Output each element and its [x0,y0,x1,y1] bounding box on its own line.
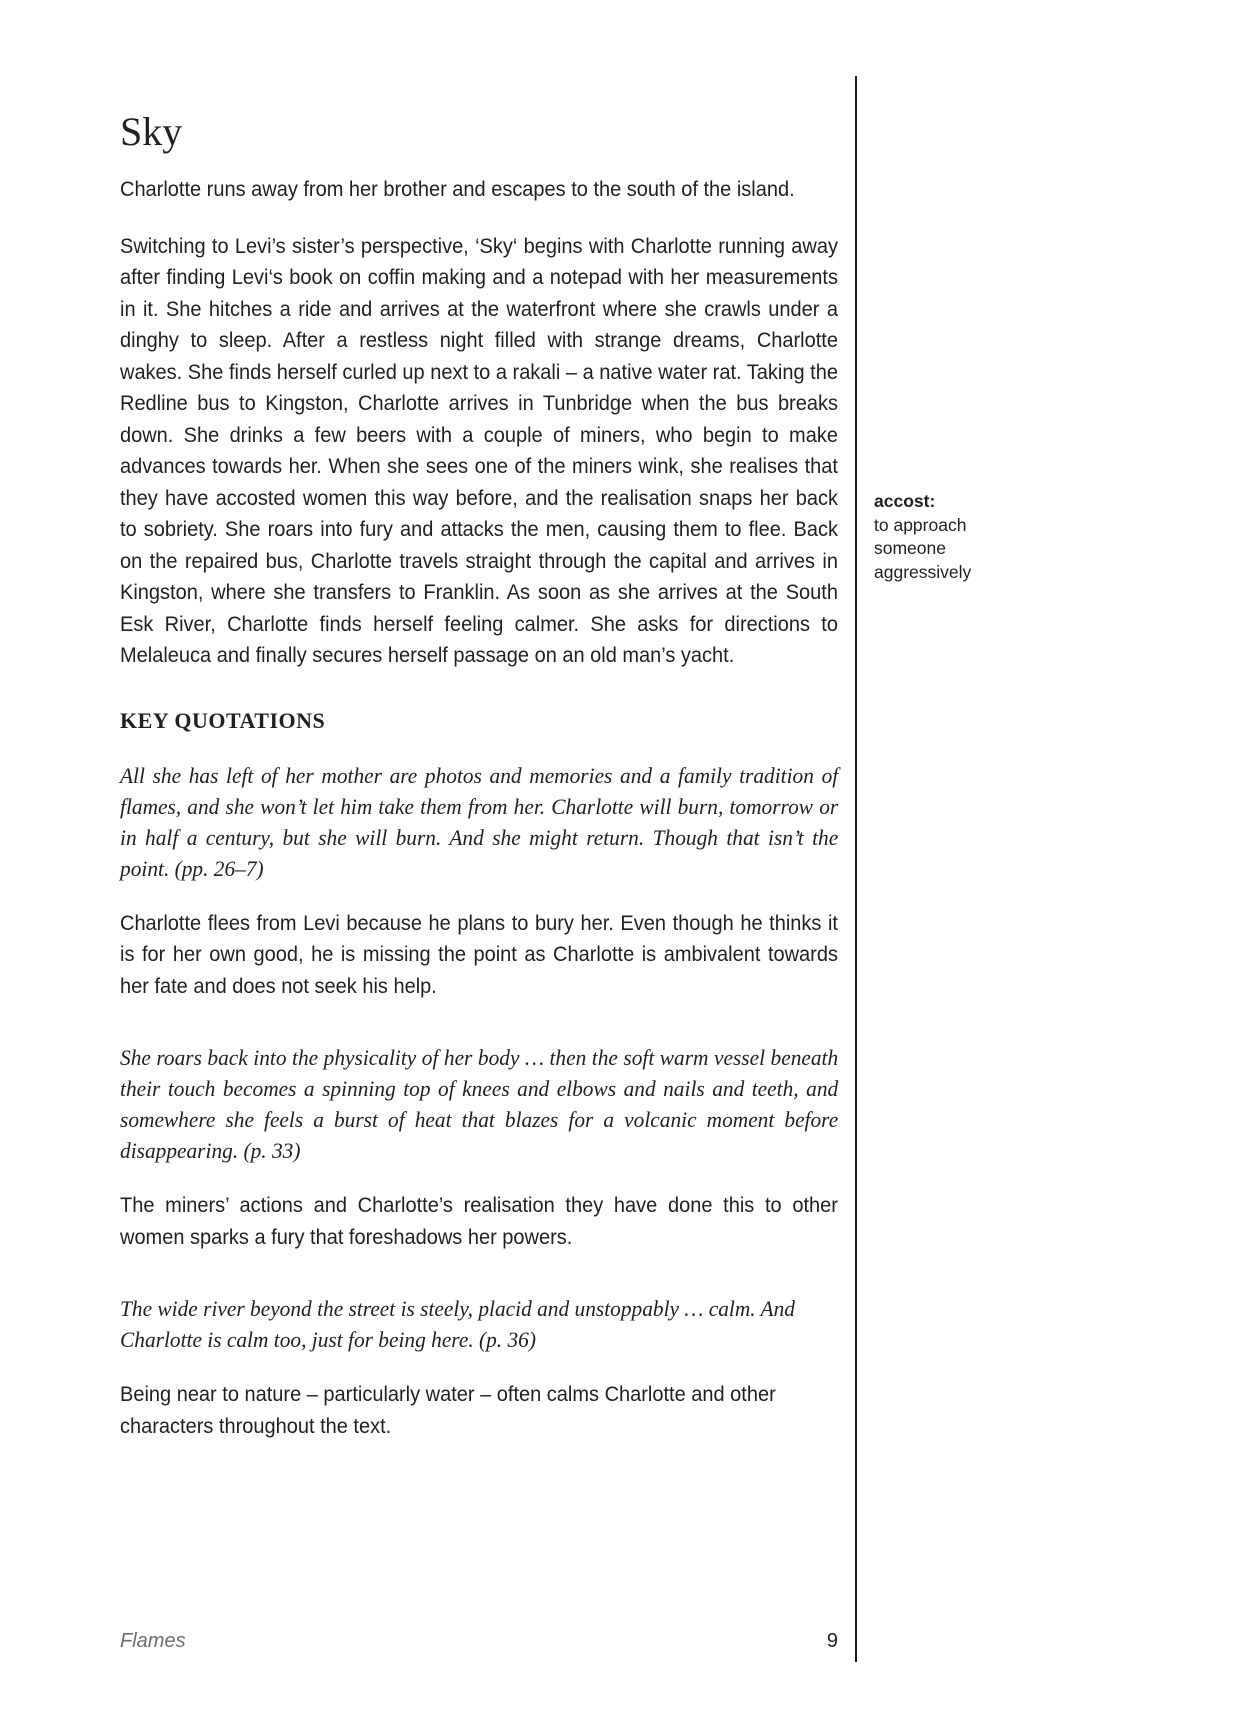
chapter-summary-paragraph: Charlotte runs away from her brother and escapes to the south of the island. [120,177,795,201]
glossary-term: accost: [874,491,936,511]
margin-divider-rule [855,76,857,1662]
footer-book-title: Flames [120,1630,186,1652]
margin-note-column [874,490,1034,584]
quotation-text-3: The wide river beyond the street is steely, placid and unstoppably … calm. And Charlotte is calm too, just for being here. (p. 36) [120,1296,796,1352]
quotation-text-1: All she has left of her mother are photos and memories and a family tradition of flames, and she won’t let him take them from her. Charlotte will burn, tomorrow or in half a century, but she will burn. And she might return. Though that isn’t the point. (pp. 26–7) [120,762,839,881]
main-text-column [120,109,839,1467]
footer-page-number: 9 [826,1630,838,1652]
quotation-commentary-3: Being near to nature – particularly water – often calms Charlotte and other characters throughout the text. [120,1382,776,1438]
glossary-note [874,490,1034,584]
key-quotations-heading: KEY QUOTATIONS [120,707,326,733]
chapter-synopsis-paragraph: Switching to Levi’s sister’s perspective, ‘Sky‘ begins with Charlotte running away after finding Levi‘s book on coffin making and a notepad with her measurements in it. She hitches a ride and arrives at the waterfront where she crawls under a dinghy to sleep. After a restless night filled with strange dreams, Charlotte wakes. She finds herself curled up next to a rakali – a native water rat. Taking the Redline bus to Kingston, Charlotte arrives in Tunbridge when the bus breaks down. She drinks a few beers with a couple of miners, who begin to make advances towards her. When she sees one of the miners wink, she realises that they have accosted women this way before, and the realisation snaps her back to sobriety. She roars into fury and attacks the men, causing them to flee. Back on the repaired bus, Charlotte travels straight through the capital and arrives in Kingston, where she transfers to Franklin. As soon as she arrives at the South Esk River, Charlotte finds herself feeling calmer. She asks for directions to Melaleuca and finally secures herself passage on an old man’s yacht. [120,233,838,667]
quotation-commentary-2: The miners’ actions and Charlotte’s realisation they have done this to other women sparks a fury that foreshadows her powers. [120,1193,838,1249]
glossary-definition: to approach someone aggressively [874,514,972,582]
page-title: Sky [120,109,183,154]
page-footer [120,1630,838,1653]
quotation-commentary-1: Charlotte flees from Levi because he plans to bury her. Even though he thinks it is for her own good, he is missing the point as Charlotte is ambivalent towards her fate and does not seek his help. [120,910,838,998]
quotation-text-2: She roars back into the physicality of her body … then the soft warm vessel beneath their touch becomes a spinning top of knees and elbows and nails and teeth, and somewhere she feels a burst of heat that blazes for a volcanic moment before disappearing. (p. 33) [120,1045,839,1163]
